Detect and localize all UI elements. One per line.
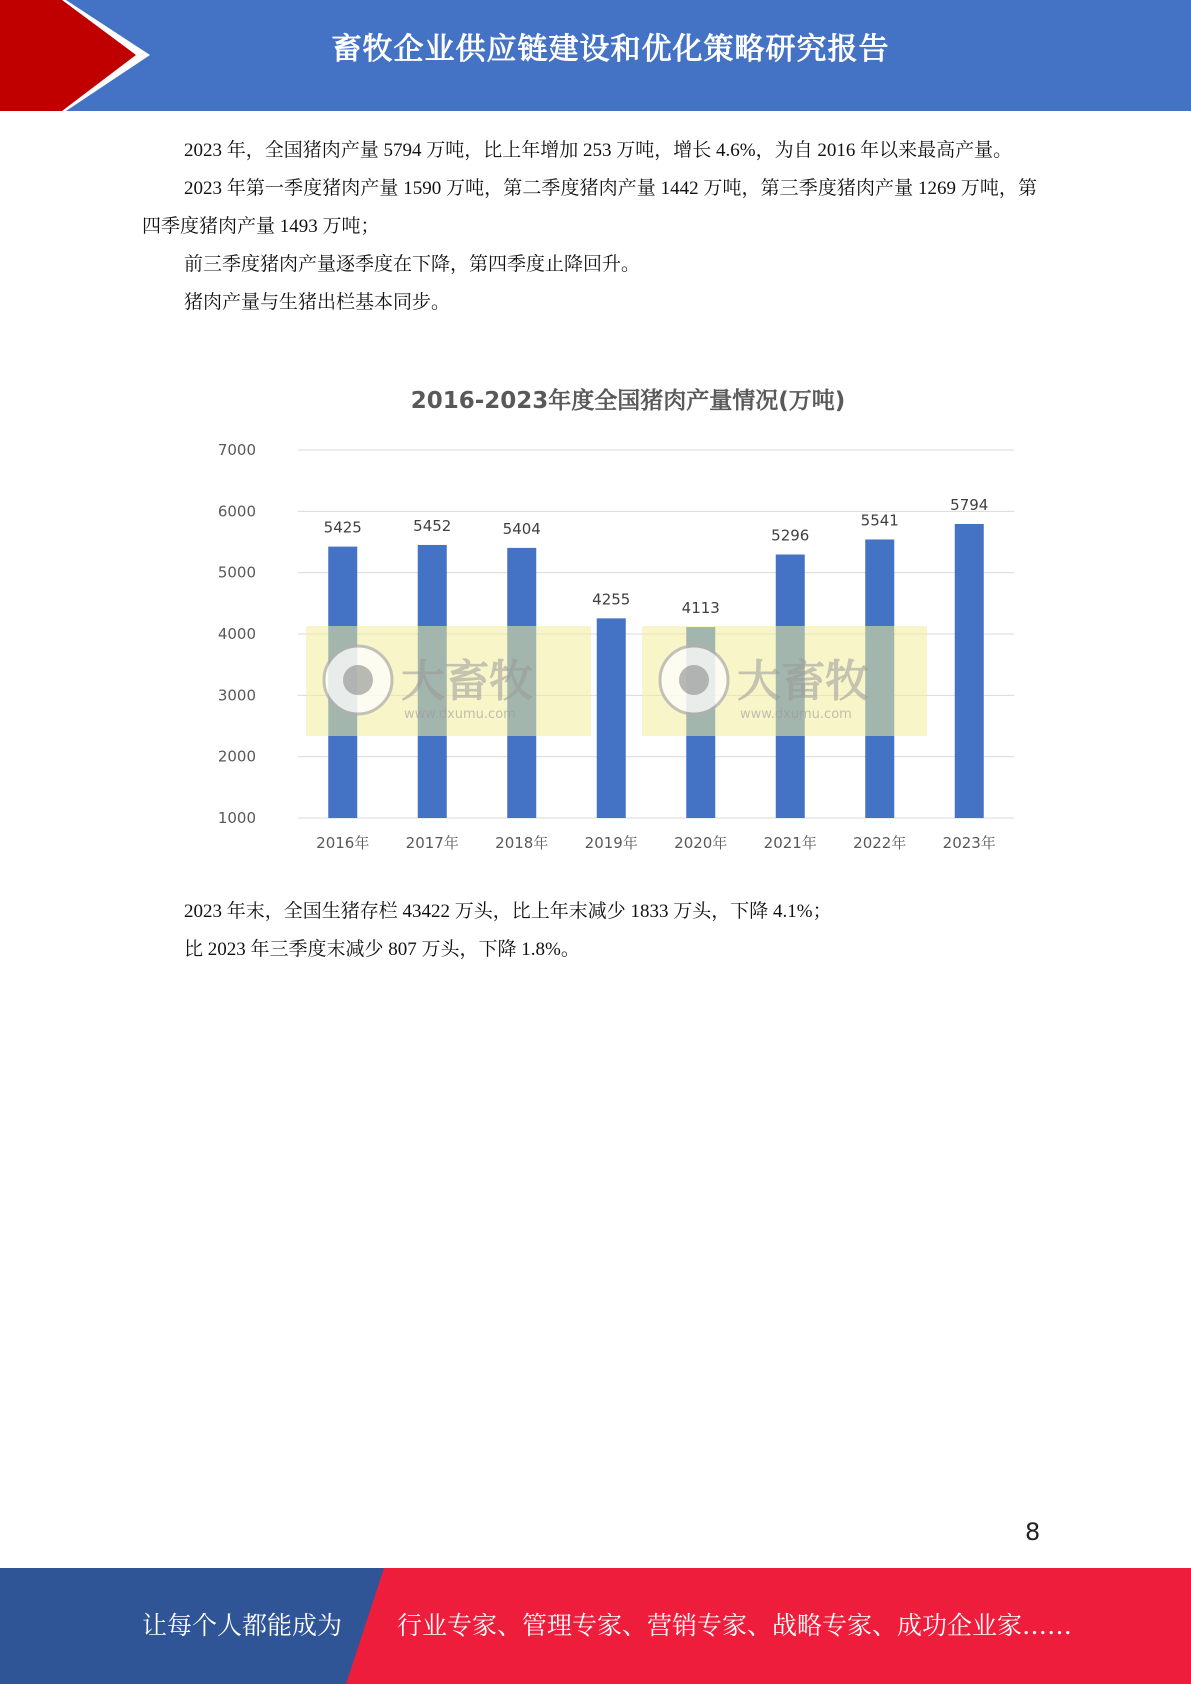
page-footer xyxy=(0,1568,1191,1684)
footer-slogan-right: 行业专家、管理专家、营销专家、战略专家、成功企业家…… xyxy=(397,1611,1073,1640)
watermark-brand-text: 大畜牧 xyxy=(737,656,869,707)
bar-value-label: 4255 xyxy=(592,590,631,609)
bar xyxy=(955,524,984,818)
x-tick-label: 2018年 xyxy=(495,834,549,852)
watermark-brand-text: 大畜牧 xyxy=(401,656,533,707)
y-tick-label: 2000 xyxy=(218,747,256,766)
x-tick-label: 2016年 xyxy=(316,834,370,852)
x-tick-label: 2022年 xyxy=(853,834,907,852)
bar-value-label: 5404 xyxy=(502,519,541,538)
watermark-stamp xyxy=(306,626,591,736)
x-tick-label: 2020年 xyxy=(674,834,728,852)
bar-value-label: 5452 xyxy=(413,516,452,535)
y-tick-label: 3000 xyxy=(218,686,256,705)
x-tick-label: 2017年 xyxy=(405,834,459,852)
watermark-url-text: www.dxumu.com xyxy=(740,707,852,722)
x-tick-label: 2021年 xyxy=(763,834,817,852)
page-number: 8 xyxy=(1025,1518,1041,1546)
paragraph-6: 比 2023 年三季度末减少 807 万头，下降 1.8%。 xyxy=(184,939,580,960)
body-text xyxy=(142,132,1037,322)
y-tick-label: 6000 xyxy=(218,502,256,521)
x-tick-label: 2023年 xyxy=(942,834,996,852)
watermark-stamp xyxy=(642,626,927,736)
bar xyxy=(597,618,626,818)
body-text-after-chart xyxy=(142,893,1037,969)
bar-value-label: 5541 xyxy=(860,511,899,530)
page-header xyxy=(0,0,1191,111)
chart-svg xyxy=(218,368,1018,868)
bar-value-label: 5794 xyxy=(950,495,989,514)
paragraph-3: 前三季度猪肉产量逐季度在下降，第四季度止降回升。 xyxy=(184,254,641,275)
chart-x-axis xyxy=(316,834,996,852)
footer-slogan-left: 让每个人都能成为 xyxy=(142,1611,343,1640)
y-tick-label: 1000 xyxy=(218,809,256,827)
bar-value-label: 5296 xyxy=(771,526,810,545)
bar-value-label: 4113 xyxy=(681,599,720,618)
watermark-url-text: www.dxumu.com xyxy=(404,707,516,722)
x-tick-label: 2019年 xyxy=(584,834,638,852)
bar-value-label: 5425 xyxy=(323,518,362,537)
y-tick-label: 4000 xyxy=(218,625,256,643)
paragraph-4: 猪肉产量与生猪出栏基本同步。 xyxy=(184,292,451,313)
chart-y-axis xyxy=(218,441,256,827)
report-title: 畜牧企业供应链建设和优化策略研究报告 xyxy=(331,32,890,67)
pork-production-chart xyxy=(218,368,1018,868)
y-tick-label: 7000 xyxy=(218,441,256,459)
paragraph-5: 2023 年末，全国生猪存栏 43422 万头，比上年末减少 1833 万头，下降 4.1%； xyxy=(184,901,832,922)
chart-title: 2016-2023年度全国猪肉产量情况(万吨) xyxy=(410,388,846,414)
paragraph-1: 2023 年，全国猪肉产量 5794 万吨，比上年增加 253 万吨，增长 4.6%，为自 2016 年以来最高产量。 xyxy=(184,140,1013,161)
paragraph-2: 2023 年第一季度猪肉产量 1590 万吨，第二季度猪肉产量 1442 万吨，第三季度猪肉产量 1269 万吨，第四季度猪肉产量 1493 万吨； xyxy=(142,178,1037,237)
y-tick-label: 5000 xyxy=(218,563,256,582)
